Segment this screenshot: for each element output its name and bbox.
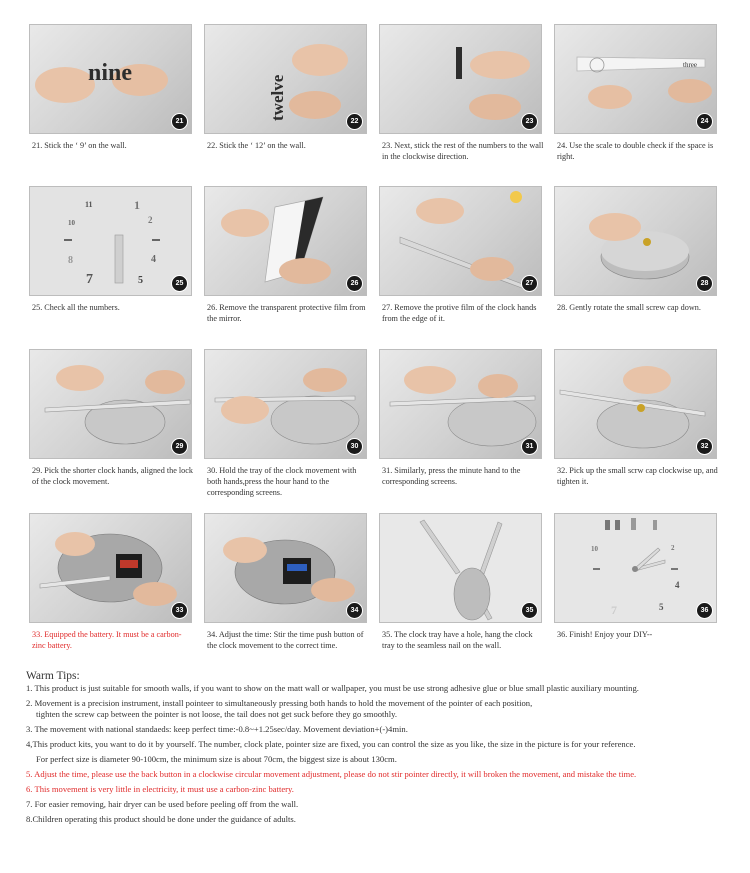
step-photo: [379, 513, 542, 623]
step-caption: 35. The clock tray have a hole, hang the clock tray to the seamless nail on the wall.: [382, 630, 533, 650]
step-caption: 32. Pick up the small scrw cap clockwise up, and tighten it.: [557, 466, 718, 486]
step-26: [204, 186, 369, 324]
step-photo: [379, 186, 542, 296]
number-2-text: 2: [148, 215, 153, 225]
step-caption: 23. Next, stick the rest of the numbers to the wall in the clockwise direction.: [382, 141, 544, 161]
number-7-text: 7: [86, 272, 93, 287]
step-photo: [204, 186, 367, 296]
step-caption: 24. Use the scale to double check if the space is right.: [557, 141, 714, 161]
removing-film-image: [205, 187, 366, 295]
step-photo: [29, 513, 192, 623]
tip-2: [26, 698, 746, 720]
step-number-badge: 26: [346, 275, 363, 292]
tip-7: 7. For easier removing, hair dryer can be used before peeling off from the wall.: [26, 799, 299, 809]
number-11-text: 11: [85, 200, 93, 209]
step-number-badge: 21: [171, 113, 188, 130]
tip-8: 8.Children operating this product should be done under the guidance of adults.: [26, 814, 296, 824]
tip-1: 1. This product is just suitable for smooth walls, if you want to show on the matt wall or wallpaper, you must be use strong adhesive glue or blue small plastic auxiliary mounting.: [26, 683, 639, 693]
step-23: [379, 24, 544, 162]
step-photo: [554, 513, 717, 623]
step-number-badge: 23: [521, 113, 538, 130]
step-caption: 22. Stick the ‘ 12’ on the wall.: [207, 141, 306, 150]
number-1-text: 1: [134, 198, 140, 212]
pressing-minute-hand-image: [380, 350, 541, 458]
step-caption: 26. Remove the transparent protective film from the mirror.: [207, 303, 366, 323]
scale-word-text: three: [683, 61, 697, 69]
hands-sticking-twelve-image: [205, 25, 366, 133]
step-31: [379, 349, 544, 487]
scale-ruler-image: [555, 25, 716, 133]
step-24: [554, 24, 719, 162]
step-photo: [554, 186, 717, 296]
tip-2-line-2: tighten the screw cap between the pointer is not loose, the tail does not get suck before they go smoothly.: [36, 709, 398, 719]
number-5-text: 5: [138, 275, 143, 286]
hands-sticking-nine-image: [30, 25, 191, 133]
clock-hand-film-image: [380, 187, 541, 295]
step-35: [379, 513, 544, 651]
svg-text:7: 7: [611, 603, 617, 617]
step-29: [29, 349, 194, 487]
step-21: [29, 24, 194, 151]
step-caption: 27. Remove the protive film of the clock hands from the edge of it.: [382, 303, 537, 323]
number-10-text: 10: [68, 219, 75, 227]
screw-cap-image: [555, 187, 716, 295]
svg-text:4: 4: [675, 580, 680, 590]
step-number-badge: 31: [521, 438, 538, 455]
step-photo: [204, 24, 367, 134]
hands-sticking-numbers-image: [380, 25, 541, 133]
svg-text:5: 5: [659, 602, 664, 612]
battery-install-image: [30, 514, 191, 622]
step-photo: [554, 349, 717, 459]
step-caption: 29. Pick the shorter clock hands, aligned the lock of the clock movement.: [32, 466, 193, 486]
tip-3: 3. The movement with national standaeds: keep perfect time:-0.8~+1.25sec/day. Movement deviation+(-)4min.: [26, 724, 408, 734]
step-number-badge: 32: [696, 438, 713, 455]
step-photo: [29, 24, 192, 134]
hanging-clock-tray-image: [380, 514, 541, 622]
step-caption: 36. Finish! Enjoy your DIY--: [557, 630, 653, 639]
step-number-badge: 36: [696, 602, 713, 619]
step-number-badge: 35: [521, 602, 538, 619]
step-25: [29, 186, 194, 313]
step-caption: 25. Check all the numbers.: [32, 303, 120, 312]
warm-tips-title: Warm Tips:: [26, 670, 80, 682]
step-number-badge: 34: [346, 602, 363, 619]
nine-text: nine: [88, 60, 133, 86]
step-photo: [29, 186, 192, 296]
warm-tips-section: [26, 670, 746, 829]
step-22: [204, 24, 369, 151]
step-photo: [379, 24, 542, 134]
step-caption: 31. Similarly, press the minute hand to the corresponding screens.: [382, 466, 521, 486]
twelve-text: twelve: [268, 74, 287, 121]
pressing-hour-hand-image: [205, 350, 366, 458]
tip-4: 4,This product kits, you want to do it by yourself. The number, clock plate, pointer size are fixed, you can control the size as you like, the size in the picture is for your reference.: [26, 739, 636, 749]
aligning-hands-image: [30, 350, 191, 458]
step-33: [29, 513, 194, 651]
step-36: [554, 513, 719, 640]
step-caption: 21. Stick the ‘ 9’ on the wall.: [32, 141, 127, 150]
step-photo: [379, 349, 542, 459]
step-32: [554, 349, 719, 487]
tightening-cap-image: [555, 350, 716, 458]
svg-text:2: 2: [671, 544, 675, 552]
tip-4-size: For perfect size is diameter 90-100cm, the minimum size is about 70cm, the biggest size is about 130cm.: [36, 754, 397, 764]
step-34: [204, 513, 369, 651]
step-caption: 28. Gently rotate the small screw cap down.: [557, 303, 701, 312]
number-4-text: 4: [151, 254, 156, 265]
number-8-text: 8: [68, 255, 73, 266]
step-28: [554, 186, 719, 313]
clock-numbers-on-wall-image: [30, 187, 191, 295]
adjust-time-image: [205, 514, 366, 622]
tip-6: 6. This movement is very little in electricity, it must use a carbon-zinc battery.: [26, 784, 294, 794]
step-caption: 34. Adjust the time: Stir the time push button of the clock movement to the correct time.: [207, 630, 364, 650]
step-number-badge: 28: [696, 275, 713, 292]
tip-5: 5. Adjust the time, please use the back button in a clockwise circular movement adjustment, please do not stir pointer directly, it will broken the movement, and mistake the time.: [26, 769, 637, 779]
step-caption: 30. Hold the tray of the clock movement with both hands,press the hour hand to the corresponding screens.: [207, 466, 357, 497]
step-number-badge: 27: [521, 275, 538, 292]
step-30: [204, 349, 369, 498]
svg-text:10: 10: [591, 545, 598, 553]
step-number-badge: 22: [346, 113, 363, 130]
step-number-badge: 29: [171, 438, 188, 455]
step-photo: [204, 513, 367, 623]
step-number-badge: 30: [346, 438, 363, 455]
step-photo: [554, 24, 717, 134]
step-number-badge: 25: [171, 275, 188, 292]
step-number-badge: 33: [171, 602, 188, 619]
step-number-badge: 24: [696, 113, 713, 130]
step-photo: [204, 349, 367, 459]
tip-2-line-1: 2. Movement is a precision instrument, install pointeer to simultaneously pressing both hands to hold the movement of the pointer of each position,: [26, 698, 533, 708]
step-caption: 33. Equipped the battery. It must be a carbon-zinc battery.: [32, 630, 182, 650]
finished-clock-image: [555, 514, 716, 622]
step-photo: [29, 349, 192, 459]
step-27: [379, 186, 544, 324]
